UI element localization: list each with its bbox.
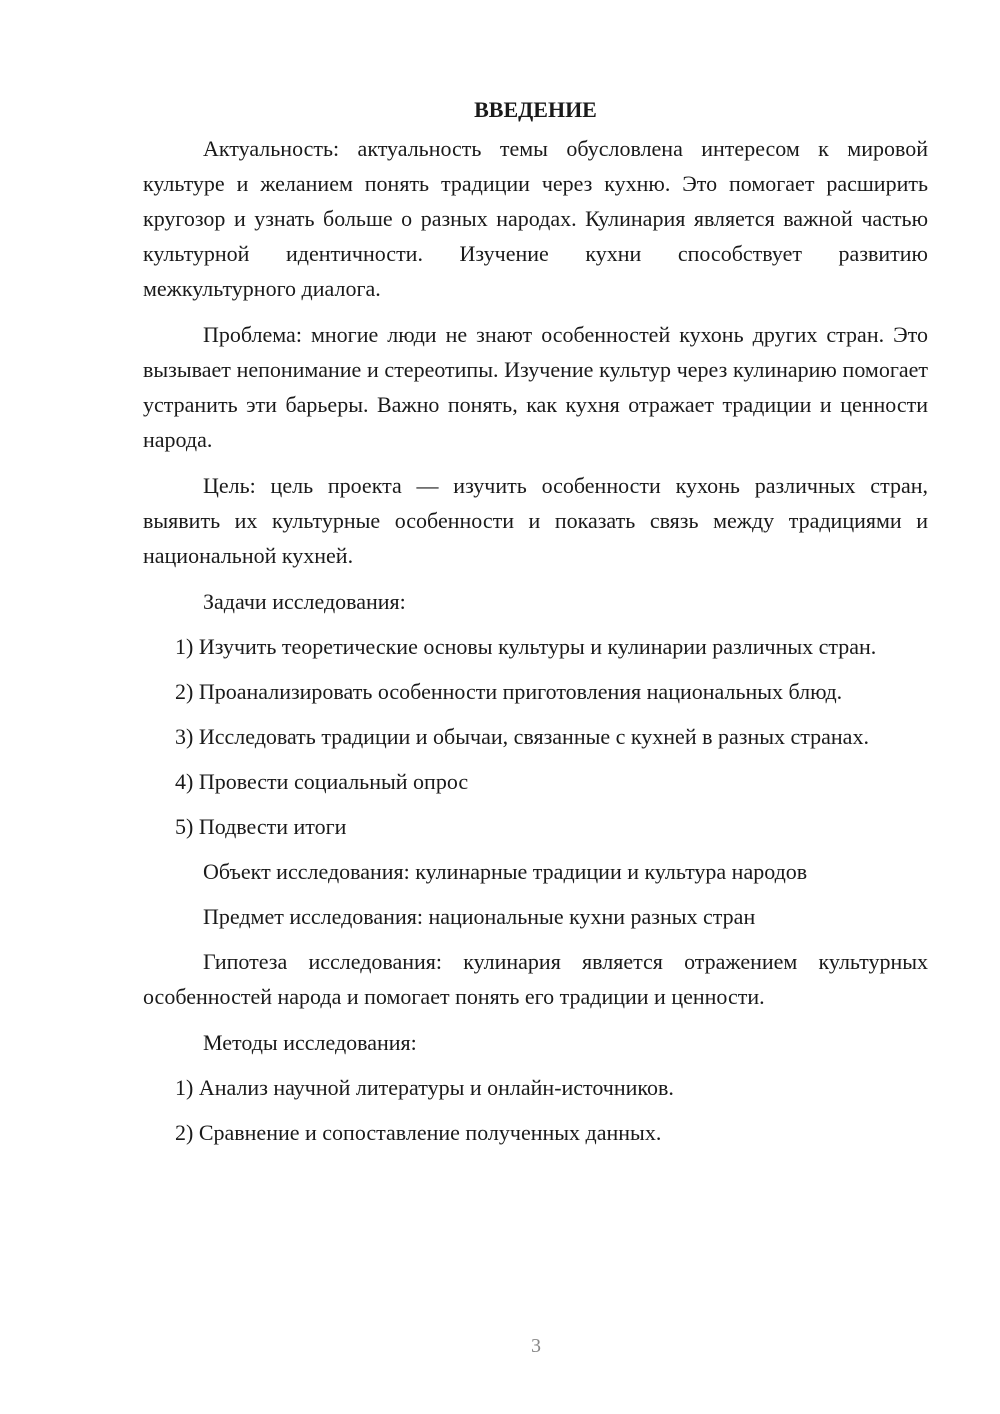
- method-item: 1) Анализ научной литературы и онлайн-источников.: [175, 1075, 674, 1100]
- paragraph-relevance: Актуальность: актуальность темы обусловлена интересом к мировой культуре и желанием понять традиции через кухню. Это помогает расширить кругозор и узнать больше о разных народах. Кулинария является важной частью культурной идентичности. Изучение кухни способствует развитию межкультурного диалога.: [143, 136, 928, 301]
- research-subject: Предмет исследования: национальные кухни разных стран: [203, 904, 756, 929]
- methods-heading: Методы исследования:: [203, 1030, 417, 1055]
- section-title: ВВЕДЕНИЕ: [474, 97, 597, 122]
- task-item: 5) Подвести итоги: [175, 814, 347, 839]
- page-content: [143, 92, 928, 1160]
- task-item: 4) Провести социальный опрос: [175, 769, 469, 794]
- paragraph-goal: Цель: цель проекта — изучить особенности кухонь различных стран, выявить их культурные особенности и показать связь между традициями и национальной кухней.: [143, 473, 928, 568]
- task-item: 2) Проанализировать особенности приготовления национальных блюд.: [175, 679, 843, 704]
- research-hypothesis: Гипотеза исследования: кулинария является отражением культурных особенностей народа и помогает понять его традиции и ценности.: [143, 949, 928, 1009]
- paragraph-problem: Проблема: многие люди не знают особенностей кухонь других стран. Это вызывает непонимание и стереотипы. Изучение культур через кулинарию помогает устранить эти барьеры. Важно понять, как кухня отражает традиции и ценности народа.: [143, 322, 928, 452]
- page-number: 3: [531, 1335, 541, 1357]
- tasks-heading: Задачи исследования:: [203, 589, 406, 614]
- method-item: 2) Сравнение и сопоставление полученных данных.: [175, 1120, 662, 1145]
- research-object: Объект исследования: кулинарные традиции и культура народов: [203, 859, 808, 884]
- task-item: 1) Изучить теоретические основы культуры и кулинарии различных стран.: [175, 634, 877, 659]
- task-item: 3) Исследовать традиции и обычаи, связанные с кухней в разных странах.: [175, 724, 869, 749]
